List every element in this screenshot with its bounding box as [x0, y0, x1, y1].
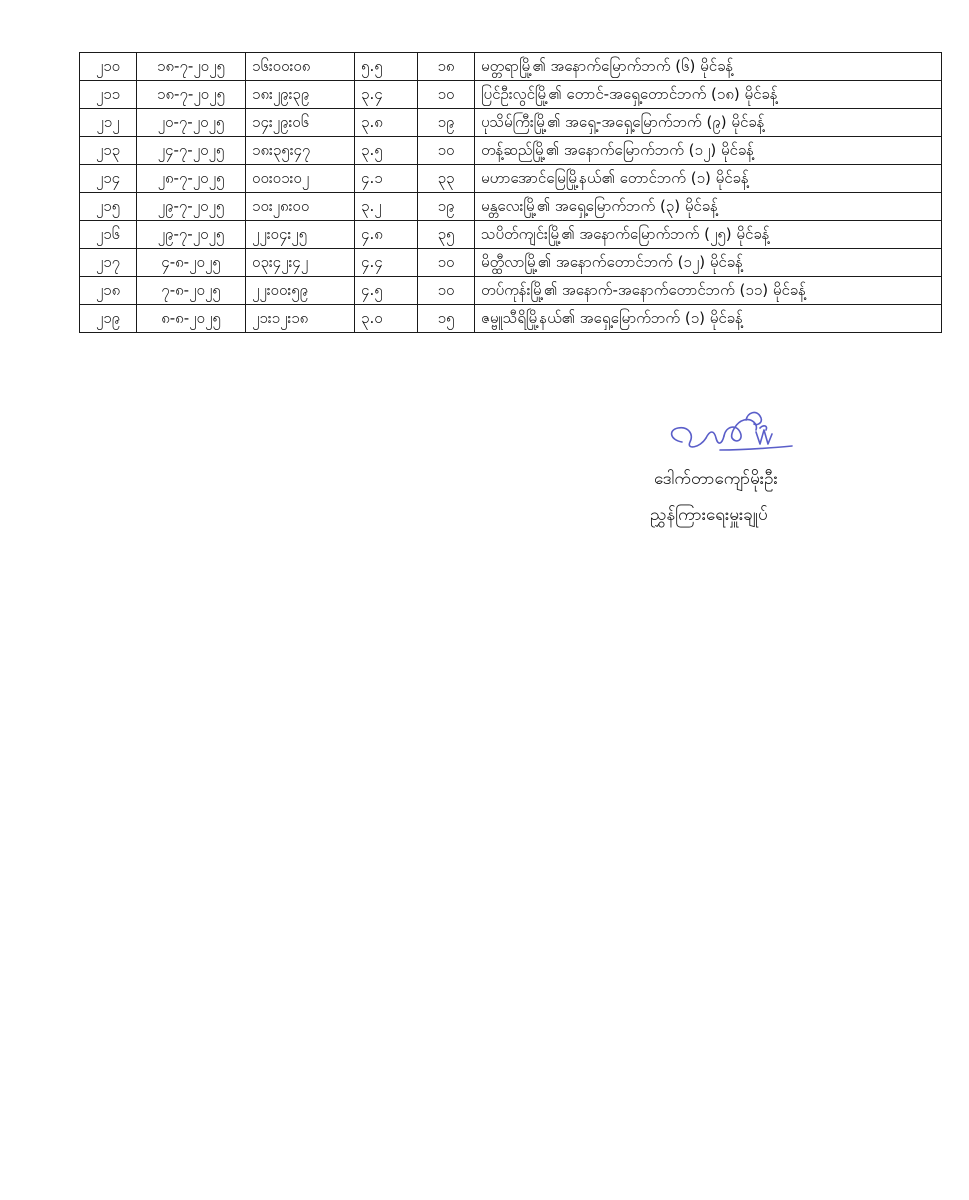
cell-number: ၂၁၃	[80, 137, 137, 165]
cell-date: ၁၈-၇-၂၀၂၅	[137, 53, 246, 81]
table-row	[80, 53, 942, 81]
cell-number: ၂၁၆	[80, 221, 137, 249]
cell-depth: ၃၃	[418, 165, 475, 193]
cell-magnitude: ၃.၂	[355, 193, 418, 221]
cell-time: ၁၈း၂၉း၃၉	[246, 81, 355, 109]
cell-time: ၂၁း၁၂း၁၈	[246, 305, 355, 333]
cell-time: ၁၆း၀၀း၀၈	[246, 53, 355, 81]
signature-image	[660, 404, 800, 470]
cell-depth: ၁၀	[418, 137, 475, 165]
signatory-name: ဒေါက်တာကျော်မိုးဦး	[654, 469, 778, 489]
table-row	[80, 277, 942, 305]
cell-depth: ၁၈	[418, 53, 475, 81]
cell-date: ၂၉-၇-၂၀၂၅	[137, 193, 246, 221]
table-row	[80, 109, 942, 137]
cell-time: ၁၄း၂၉း၀၆	[246, 109, 355, 137]
table-row	[80, 193, 942, 221]
table-row	[80, 249, 942, 277]
cell-depth: ၁၀	[418, 277, 475, 305]
cell-date: ၂၄-၇-၂၀၂၅	[137, 137, 246, 165]
cell-location: ဇမ္ဗူသီရိမြို့နယ်၏ အရှေ့မြောက်ဘက် (၁) မိုင်ခန့်	[475, 305, 942, 333]
cell-magnitude: ၃.၈	[355, 109, 418, 137]
cell-magnitude: ၄.၁	[355, 165, 418, 193]
cell-time: ၀၃း၄၂း၄၂	[246, 249, 355, 277]
cell-location: တပ်ကုန်းမြို့၏ အနောက်-အနောက်တောင်ဘက် (၁၁) မိုင်ခန့်	[475, 277, 942, 305]
cell-location: တန့်ဆည်မြို့၏ အနောက်မြောက်ဘက် (၁၂) မိုင်ခန့်	[475, 137, 942, 165]
cell-location: မတ္တရာမြို့၏ အနောက်မြောက်ဘက် (၆) မိုင်ခန့်	[475, 53, 942, 81]
cell-date: ၁၈-၇-၂၀၂၅	[137, 81, 246, 109]
cell-magnitude: ၃.၀	[355, 305, 418, 333]
cell-date: ၄-၈-၂၀၂၅	[137, 249, 246, 277]
cell-number: ၂၁၀	[80, 53, 137, 81]
cell-magnitude: ၄.၈	[355, 221, 418, 249]
cell-depth: ၁၀	[418, 81, 475, 109]
table-row	[80, 221, 942, 249]
cell-location: ပြင်ဦးလွင်မြို့၏ တောင်-အရှေ့တောင်ဘက် (၁၈) မိုင်ခန့်	[475, 81, 942, 109]
cell-time: ၂၂း၀၄း၂၅	[246, 221, 355, 249]
cell-date: ၂၉-၇-၂၀၂၅	[137, 221, 246, 249]
cell-depth: ၁၉	[418, 109, 475, 137]
cell-date: ၇-၈-၂၀၂၅	[137, 277, 246, 305]
cell-magnitude: ၄.၅	[355, 277, 418, 305]
cell-date: ၈-၈-၂၀၂၅	[137, 305, 246, 333]
cell-number: ၂၁၂	[80, 109, 137, 137]
cell-location: မန္တလေးမြို့၏ အရှေ့မြောက်ဘက် (၃) မိုင်ခန့်	[475, 193, 942, 221]
table-body	[80, 53, 942, 333]
table-row	[80, 165, 942, 193]
table-row	[80, 305, 942, 333]
earthquake-table	[79, 52, 942, 333]
cell-number: ၂၁၅	[80, 193, 137, 221]
cell-depth: ၁၅	[418, 305, 475, 333]
cell-time: ၀၀း၀၁း၀၂	[246, 165, 355, 193]
table-row	[80, 81, 942, 109]
cell-date: ၂၈-၇-၂၀၂၅	[137, 165, 246, 193]
cell-magnitude: ၃.၄	[355, 81, 418, 109]
cell-depth: ၃၅	[418, 221, 475, 249]
cell-number: ၂၁၇	[80, 249, 137, 277]
table-row	[80, 137, 942, 165]
cell-time: ၂၂း၀၀း၅၉	[246, 277, 355, 305]
cell-location: မိတ္ထီလာမြို့၏ အနောက်တောင်ဘက် (၁၂) မိုင်ခန့်	[475, 249, 942, 277]
cell-date: ၂၀-၇-၂၀၂၅	[137, 109, 246, 137]
cell-time: ၁၈း၃၅း၄၇	[246, 137, 355, 165]
cell-magnitude: ၄.၄	[355, 249, 418, 277]
cell-number: ၂၁၉	[80, 305, 137, 333]
cell-location: မဟာအောင်မြေမြို့နယ်၏ တောင်ဘက် (၁) မိုင်ခန့်	[475, 165, 942, 193]
cell-magnitude: ၅.၅	[355, 53, 418, 81]
cell-number: ၂၁၁	[80, 81, 137, 109]
cell-location: ပုသိမ်ကြီးမြို့၏ အရှေ့-အရှေ့မြောက်ဘက် (၉) မိုင်ခန့်	[475, 109, 942, 137]
cell-number: ၂၁၄	[80, 165, 137, 193]
cell-magnitude: ၃.၅	[355, 137, 418, 165]
cell-number: ၂၁၈	[80, 277, 137, 305]
cell-depth: ၁၉	[418, 193, 475, 221]
signatory-title: ညွှန်ကြားရေးမှူးချုပ်	[650, 505, 768, 525]
cell-location: သပိတ်ကျင်းမြို့၏ အနောက်မြောက်ဘက် (၂၅) မိုင်ခန့်	[475, 221, 942, 249]
cell-depth: ၁၀	[418, 249, 475, 277]
cell-time: ၁၀း၂၈း၀၀	[246, 193, 355, 221]
